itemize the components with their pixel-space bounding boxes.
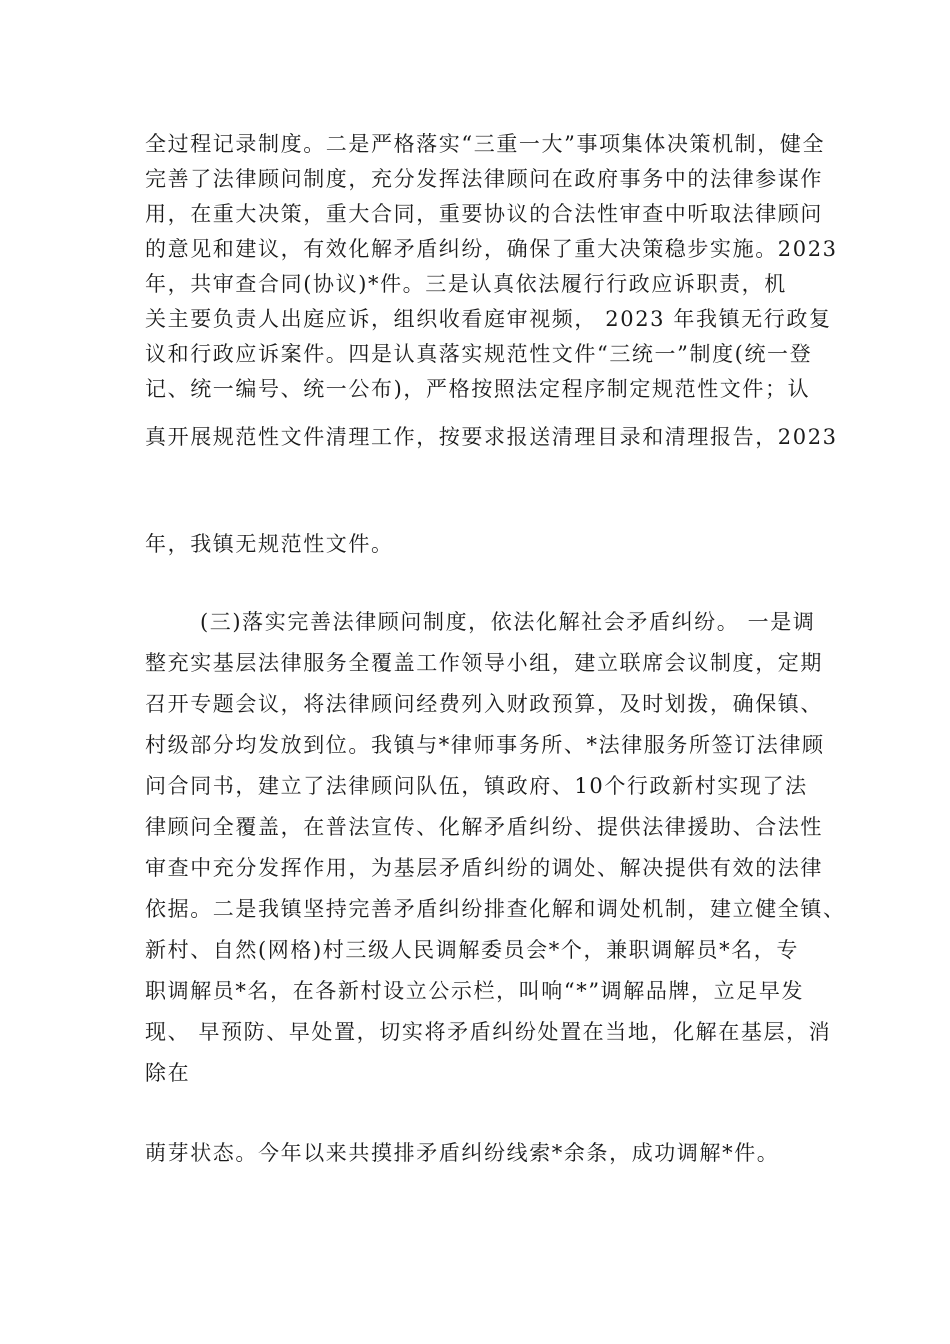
paragraph-2-line-7: 审查中充分发挥作用，为基层矛盾纠纷的调处、解决提供有效的法律 [145,856,823,880]
paragraph-2-line-9: 新村、自然(网格)村三级人民调解委员会*个，兼职调解员*名，专 [145,938,799,962]
paragraph-1-line-2: 完善了法律顾问制度，充分发挥法律顾问在政府事务中的法律参谋作 [145,167,823,191]
paragraph-2-line-5: 问合同书，建立了法律顾问队伍，镇政府、10个行政新村实现了法 [145,774,808,798]
paragraph-1-line-9: 真开展规范性文件清理工作，按要求报送清理目录和清理报告，2023 [145,425,838,449]
paragraph-1-line-1: 全过程记录制度。二是严格落实“三重一大”事项集体决策机制，健全 [145,132,826,156]
paragraph-2-line-1: (三)落实完善法律顾问制度，依法化解社会矛盾纠纷。 一是调 [200,610,816,634]
paragraph-2-line-10: 职调解员*名，在各新村设立公示栏，叫响“*”调解品牌，立足早发 [145,979,805,1003]
paragraph-1-line-6: 关主要负责人出庭应诉，组织收看庭审视频， 2023 年我镇无行政复 [145,307,832,331]
paragraph-1-line-10: 年，我镇无规范性文件。 [145,532,394,556]
paragraph-2-line-12: 除在 [145,1061,191,1085]
paragraph-2-line-6: 律顾问全覆盖，在普法宣传、化解矛盾纠纷、提供法律援助、合法性 [145,815,823,839]
paragraph-1-line-8: 记、统一编号、统一公布)，严格按照法定程序制定规范性文件；认 [145,377,811,401]
paragraph-2-line-4: 村级部分均发放到位。我镇与*律师事务所、*法律服务所签订法律顾 [145,733,825,757]
paragraph-2-line-2: 整充实基层法律服务全覆盖工作领导小组，建立联席会议制度，定期 [145,651,823,675]
paragraph-1-line-7: 议和行政应诉案件。四是认真落实规范性文件“三统一”制度(统一登 [145,342,813,366]
paragraph-2-line-8: 依据。二是我镇坚持完善矛盾纠纷排查化解和调处机制，建立健全镇、 [145,897,846,921]
paragraph-1-line-4: 的意见和建议，有效化解矛盾纠纷，确保了重大决策稳步实施。2023 [145,237,838,261]
paragraph-2-line-13: 萌芽状态。今年以来共摸排矛盾纠纷线索*余条，成功调解*件。 [145,1141,780,1165]
paragraph-1-line-5: 年，共审查合同(协议)*件。三是认真依法履行行政应诉职责，机 [145,272,787,296]
paragraph-1-line-3: 用，在重大决策，重大合同，重要协议的合法性审查中听取法律顾问 [145,202,823,226]
paragraph-2-line-11: 现、 早预防、早处置，切实将矛盾纠纷处置在当地，化解在基层，消 [145,1020,832,1044]
paragraph-2-line-3: 召开专题会议，将法律顾问经费列入财政预算，及时划拨，确保镇、 [145,692,823,716]
